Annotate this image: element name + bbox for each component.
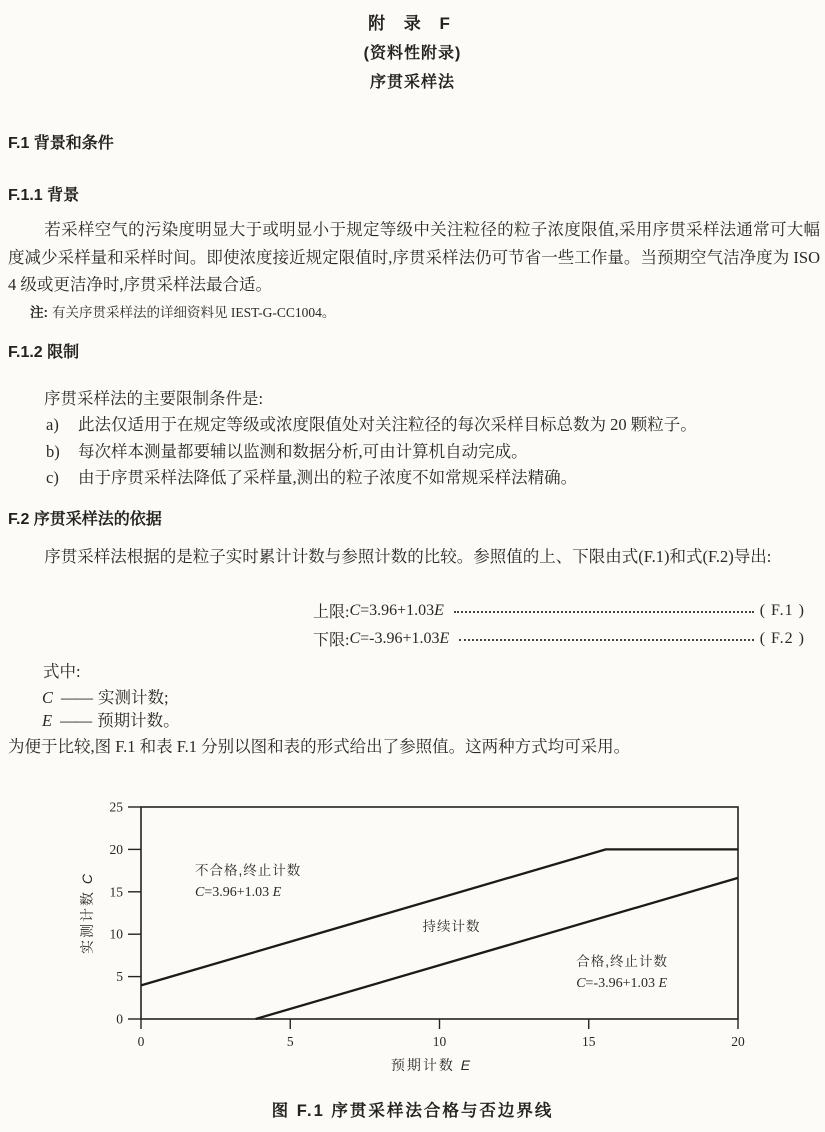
dotted-leader: [454, 611, 754, 613]
list-item-text: 由于序贯采样法降低了采样量,测出的粒子浓度不如常规采样法精确。: [78, 468, 578, 487]
note-label: 注:: [30, 305, 48, 320]
paragraph-f11: 若采样空气的污染度明显大于或明显小于规定等级中关注粒径的粒子浓度限值,采用序贯采样法通常可大幅度减少采样量和采样时间。即使浓度接近规定限值时,序贯采样法仍可节省一些工作量。当预期空气洁净度为 ISO 4 级或更洁净时,序贯采样法最合适。: [8, 220, 820, 294]
equation-prefix: 上限:: [313, 604, 350, 621]
y-axis-label: 实测计数 C: [79, 871, 95, 955]
equation-variable: C: [349, 629, 361, 647]
x-tick-label: 5: [286, 1034, 294, 1049]
list-item-text: 此法仅适用于在规定等级或浓度限值处对关注粒径的每次采样目标总数为 20 颗粒子。: [78, 415, 697, 434]
list-item-b: [8, 438, 820, 466]
boundary-line: [256, 878, 738, 1019]
appendix-name: 序贯采样法: [369, 74, 455, 91]
section-heading-f12: F.1.2 限制: [8, 344, 80, 361]
y-tick-label: 20: [109, 841, 123, 857]
chart-annotation: C=3.96+1.03 E: [195, 884, 282, 900]
x-axis-label: 预期计数 E: [390, 1057, 473, 1073]
equation-number: ( F.2 ): [759, 629, 805, 647]
chart-annotation: 持续计数: [422, 918, 481, 934]
x-tick-label: 15: [582, 1034, 596, 1049]
section-heading-f2: F.2 序贯采样法的依据: [8, 511, 162, 528]
equation-f1: [313, 599, 805, 622]
chart-annotation: C=-3.96+1.03 E: [576, 976, 668, 991]
definition-dash: ——: [60, 711, 92, 730]
list-intro: 序贯采样法的主要限制条件是:: [44, 389, 264, 408]
equation-variable: C: [349, 601, 361, 619]
definition-e: [42, 707, 180, 735]
note-text: 有关序贯采样法的详细资料见 IEST-G-CC1004。: [52, 305, 336, 320]
equation-number: ( F.1 ): [759, 601, 805, 619]
list-item-a: [8, 411, 820, 439]
paragraph-closing: 为便于比较,图 F.1 和表 F.1 分别以图和表的形式给出了参照值。这两种方式均可采用。: [8, 737, 631, 756]
equation-body: =-3.96+1.03: [360, 629, 440, 647]
figure-chart: [0, 778, 825, 1090]
equation-variable: E: [434, 601, 444, 619]
figure-caption: 图 F.1 序贯采样法合格与否边界线: [271, 1102, 554, 1120]
definition-text: 实测计数;: [98, 688, 169, 707]
x-tick-label: 20: [731, 1034, 745, 1049]
definition-dash: ——: [61, 688, 93, 707]
definition-text: 预期计数。: [97, 711, 180, 730]
x-tick-label: 0: [137, 1034, 145, 1049]
appendix-title: 附 录 F: [368, 14, 457, 33]
equation-f2: [313, 627, 805, 650]
dotted-leader: [459, 639, 753, 641]
where-label: 式中:: [43, 662, 81, 681]
paragraph-f2: 序贯采样法根据的是粒子实时累计计数与参照计数的比较。参照值的上、下限由式(F.1)和式(F.2)导出:: [44, 547, 772, 566]
section-heading-f1: F.1 背景和条件: [8, 135, 114, 152]
section-heading-f11: F.1.1 背景: [8, 187, 80, 204]
equation-body: =3.96+1.03: [360, 601, 435, 619]
appendix-subtitle: (资料性附录): [363, 45, 462, 62]
equation-prefix: 下限:: [313, 632, 350, 649]
list-item-label: c): [46, 468, 59, 487]
list-item-label: b): [46, 442, 60, 461]
y-tick-label: 15: [109, 884, 123, 900]
x-tick-label: 10: [432, 1034, 447, 1049]
note-f11: [30, 303, 810, 323]
y-tick-label: 10: [109, 926, 123, 942]
chart-annotation: 合格,终止计数: [576, 954, 668, 969]
chart-annotation: 不合格,终止计数: [195, 862, 302, 878]
equation-variable: E: [439, 629, 450, 647]
symbol: E: [42, 711, 53, 730]
y-tick-label: 25: [109, 799, 123, 815]
list-item-label: a): [46, 415, 59, 434]
y-tick-label: 0: [116, 1011, 123, 1027]
symbol: C: [42, 688, 54, 707]
list-item-c: [8, 464, 820, 492]
list-item-text: 每次样本测量都要辅以监测和数据分析,可由计算机自动完成。: [78, 442, 528, 461]
y-tick-label: 5: [116, 969, 123, 985]
